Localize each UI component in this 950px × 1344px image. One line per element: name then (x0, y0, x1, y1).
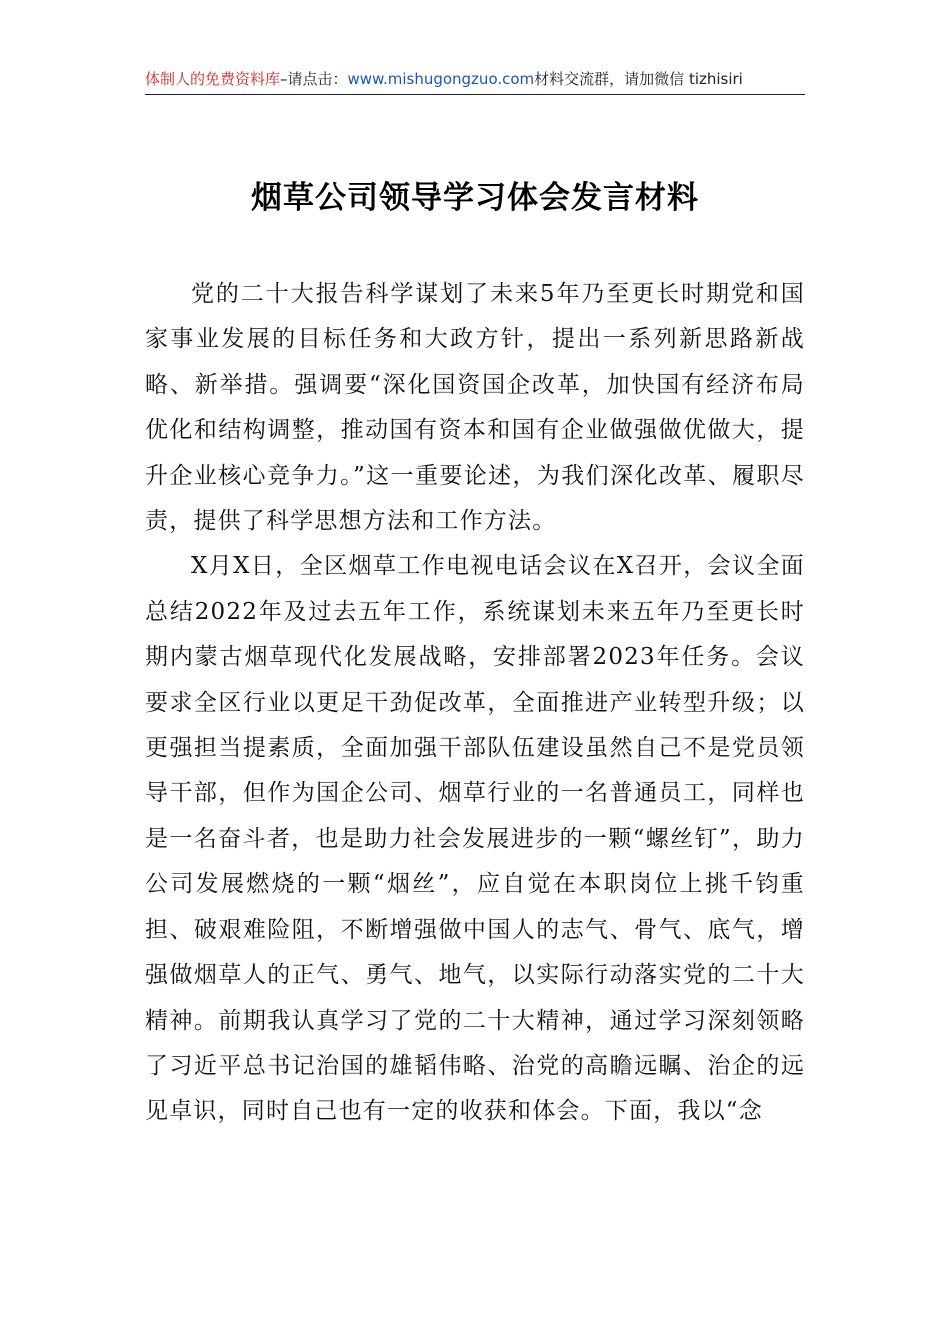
header-brand-text: 体制人的免费资料库 (145, 70, 281, 88)
header-url-link[interactable]: www.mishugongzuo.com (347, 70, 535, 88)
document-body (145, 272, 805, 1135)
body-paragraph-2: X月X日，全区烟草工作电视电话会议在X召开，会议全面总结2022年及过去五年工作，系统谋划未来五年乃至更长时期内蒙古烟草现代化发展战略，安排部署2023年任务。会议要求全区行业以更足干劲促改革，全面推进产业转型升级；以更强担当提素质，全面加强干部队伍建设虽然自己不是党员领导干部，但作为国企公司、烟草行业的一名普通员工，同样也是一名奋斗者，也是助力社会发展进步的一颗“螺丝钉”，助力公司发展燃烧的一颗“烟丝”，应自觉在本职岗位上挑千钧重担、破艰难险阻，不断增强做中国人的志气、骨气、底气，增强做烟草人的正气、勇气、地气，以实际行动落实党的二十大精神。前期我认真学习了党的二十大精神，通过学习深刻领略了习近平总书记治国的雄韬伟略、治党的高瞻远瞩、治企的远见卓识，同时自己也有一定的收获和体会。下面，我以“念 (145, 553, 805, 1125)
header-prompt-text: –请点击： (280, 70, 348, 88)
header-contact-text: 材料交流群，请加微信 tizhisiri (534, 70, 743, 88)
page-header-banner (145, 66, 805, 95)
document-title: 烟草公司领导学习体会发言材料 (251, 180, 699, 216)
body-paragraph-1: 党的二十大报告科学谋划了未来5年乃至更长时期党和国家事业发展的目标任务和大政方针，提出一系列新思路新战略、新举措。强调要“深化国资国企改革，加快国有经济布局优化和结构调整，推动国有资本和国有企业做强做优做大，提升企业核心竞争力。”这一重要论述，为我们深化改革、履职尽责，提供了科学思想方法和工作方法。 (145, 281, 805, 535)
